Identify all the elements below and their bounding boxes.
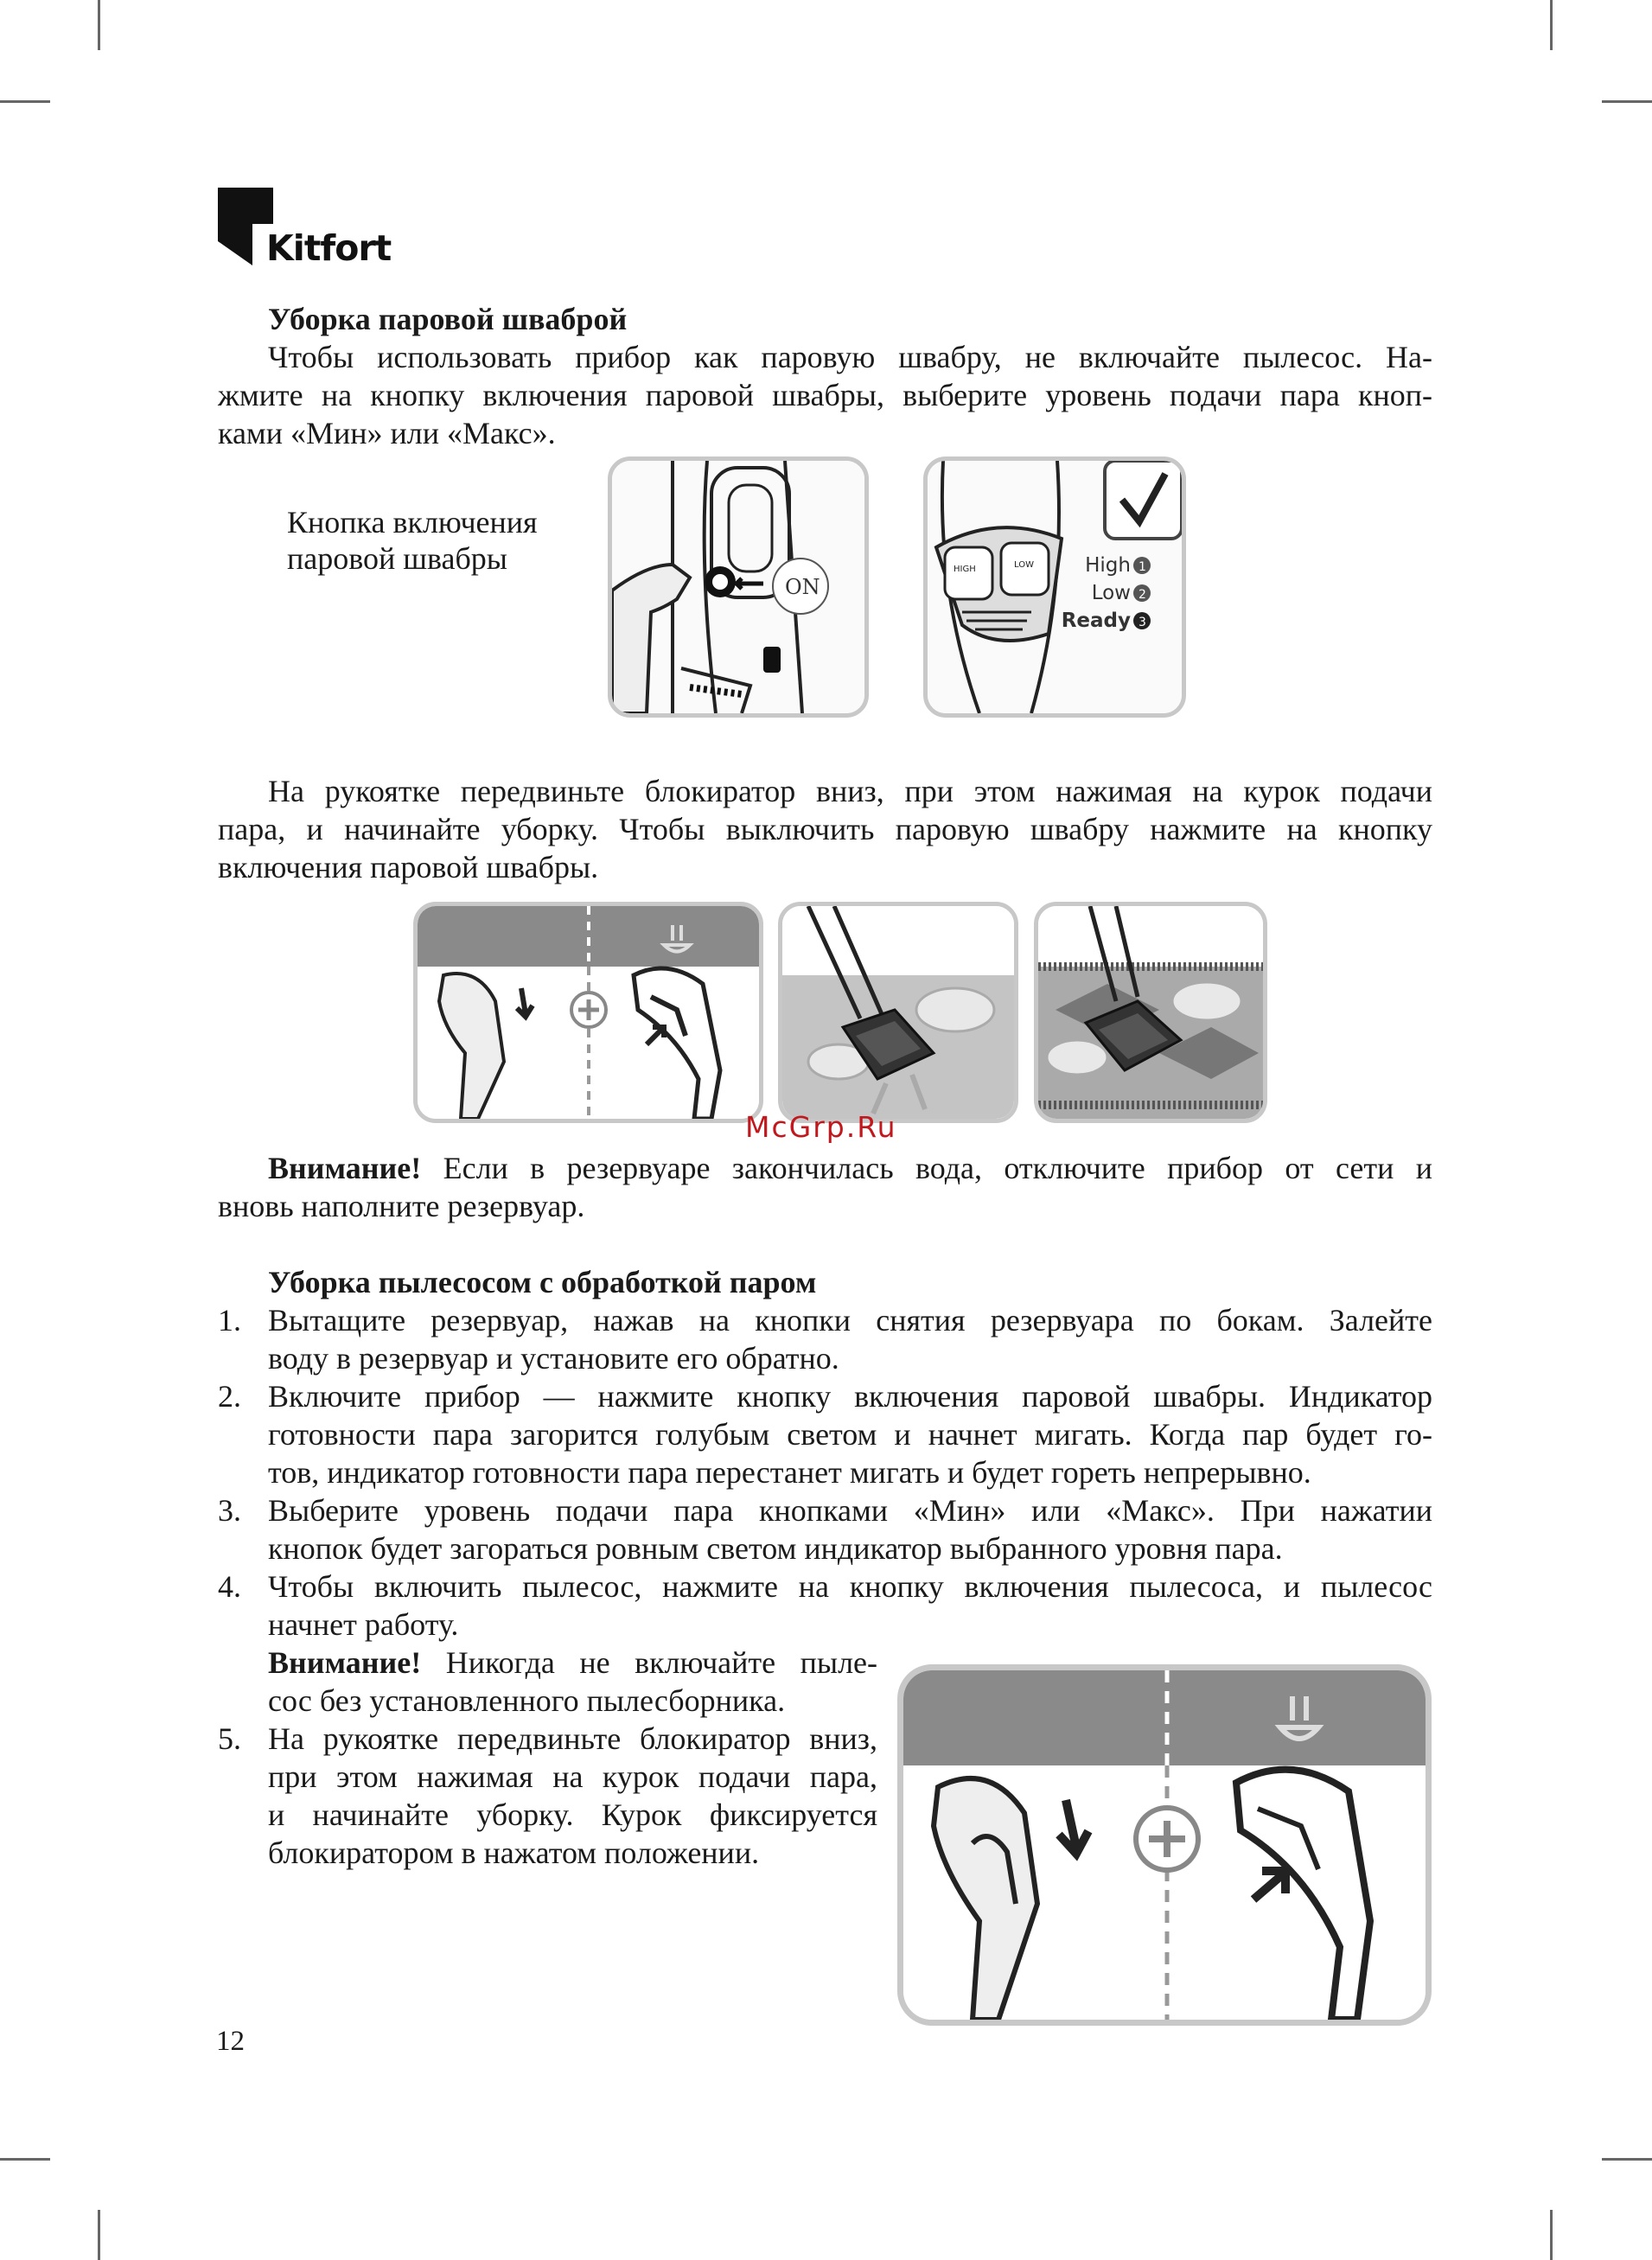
text-line: блокиратором в нажатом положении. (268, 1835, 760, 1870)
level-number: 2 (1139, 588, 1146, 602)
level-number: 3 (1139, 616, 1146, 629)
crop-mark (1602, 100, 1652, 103)
level-number: 1 (1139, 560, 1146, 574)
list-number: 5. (218, 1721, 241, 1756)
crop-mark (98, 0, 100, 50)
text-line: Чтобы использовать прибор как паровую швабру, не включайте пылесос. На- (268, 340, 1432, 374)
figure-label (287, 504, 538, 577)
crop-mark (1550, 2210, 1553, 2260)
btn-high-label: HIGH (954, 565, 976, 574)
text-line: Чтобы включить пылесос, нажмите на кнопку включения пылесоса, и пылесос (268, 1569, 1432, 1604)
list-item (268, 1567, 1432, 1644)
section-heading-steam-mop: Уборка паровой шваброй (268, 302, 628, 336)
text-line: Кнопка включения (287, 505, 538, 539)
text-line: сос без установленного пылесборника. (268, 1683, 786, 1718)
text-line (218, 1149, 1432, 1187)
text-line: пара, и начинайте уборку. Чтобы выключить паровую швабру нажмите на кнопку (218, 812, 1432, 846)
text-line: жмите на кнопку включения паровой швабры, выберите уровень подачи пара кноп- (218, 378, 1432, 412)
warning-paragraph (268, 1644, 877, 1720)
brand-logo (216, 186, 392, 272)
warning-text: Никогда не включайте пыле- (421, 1645, 877, 1680)
section-heading-vacuum-steam: Уборка пылесосом с обработкой паром (268, 1265, 817, 1299)
warning-text: Если в резервуаре закончилась вода, отключите прибор от сети и (421, 1151, 1432, 1185)
crop-mark (1550, 0, 1553, 50)
text-line: Включите прибор — нажмите кнопку включения паровой швабры. Индикатор (268, 1379, 1432, 1414)
text-line: воду в резервуар и установите его обратно. (268, 1341, 839, 1376)
crop-mark (0, 100, 50, 103)
intro-paragraph (218, 338, 1432, 452)
list-number: 4. (218, 1569, 241, 1604)
on-label: ON (785, 575, 820, 599)
crop-mark (98, 2210, 100, 2260)
warning-label: Внимание! (268, 1645, 422, 1680)
level-ready-label: Ready (1061, 610, 1131, 632)
list-item (268, 1377, 1432, 1491)
list-number: 1. (218, 1303, 241, 1337)
trigger-lock-large-illustration (897, 1664, 1432, 2026)
text-line: готовности пара загорится голубым светом и начнет мигать. Когда пар будет го- (268, 1417, 1432, 1452)
crop-mark (0, 2158, 50, 2161)
text-line: кнопок будет загораться ровным светом индикатор выбранного уровня пара. (268, 1531, 1283, 1566)
list-item (268, 1491, 1432, 1567)
crop-mark (1602, 2158, 1652, 2161)
list-item (268, 1720, 877, 1872)
text-line: На рукоятке передвиньте блокиратор вниз, (268, 1721, 877, 1756)
text-line: На рукоятке передвиньте блокиратор вниз, при этом нажимая на курок подачи (268, 774, 1432, 808)
btn-low-label: LOW (1014, 560, 1034, 570)
text-line: ками «Мин» или «Макс». (218, 416, 556, 450)
list-number: 3. (218, 1493, 241, 1528)
text-line: при этом нажимая на курок подачи пара, (268, 1759, 877, 1794)
text-line: Выберите уровень подачи пара кнопками «Мин» или «Макс». При нажатии (268, 1493, 1432, 1528)
text-line: начнет работу. (268, 1607, 459, 1642)
watermark: McGrp.Ru (745, 1110, 897, 1144)
warning-paragraph (218, 1149, 1432, 1225)
level-low-label: Low (1091, 582, 1131, 604)
list-number: 2. (218, 1379, 241, 1414)
steam-mop-illustration (778, 902, 1018, 1123)
trigger-lock-illustration (413, 902, 763, 1123)
brand-name: Kitfort (266, 227, 392, 269)
level-high-label: High (1085, 554, 1131, 577)
steam-button-illustration (608, 456, 869, 718)
page-number: 12 (216, 2026, 245, 2057)
warning-label: Внимание! (268, 1151, 422, 1185)
control-panel-illustration (923, 456, 1186, 718)
list-item (268, 1301, 1432, 1377)
text-line: вновь наполните резервуар. (218, 1189, 585, 1223)
text-line: тов, индикатор готовности пара перестанет мигать и будет гореть непрерывно. (268, 1455, 1311, 1490)
text-line: паровой швабры (287, 541, 507, 576)
text-line: включения паровой швабры. (218, 850, 599, 884)
text-line (268, 1644, 877, 1682)
steam-mop-carpet-illustration (1034, 902, 1267, 1123)
text-line: Вытащите резервуар, нажав на кнопки снятия резервуара по бокам. Залейте (268, 1303, 1432, 1337)
text-line: и начинайте уборку. Курок фиксируется (268, 1797, 877, 1832)
lock-paragraph (218, 772, 1432, 886)
